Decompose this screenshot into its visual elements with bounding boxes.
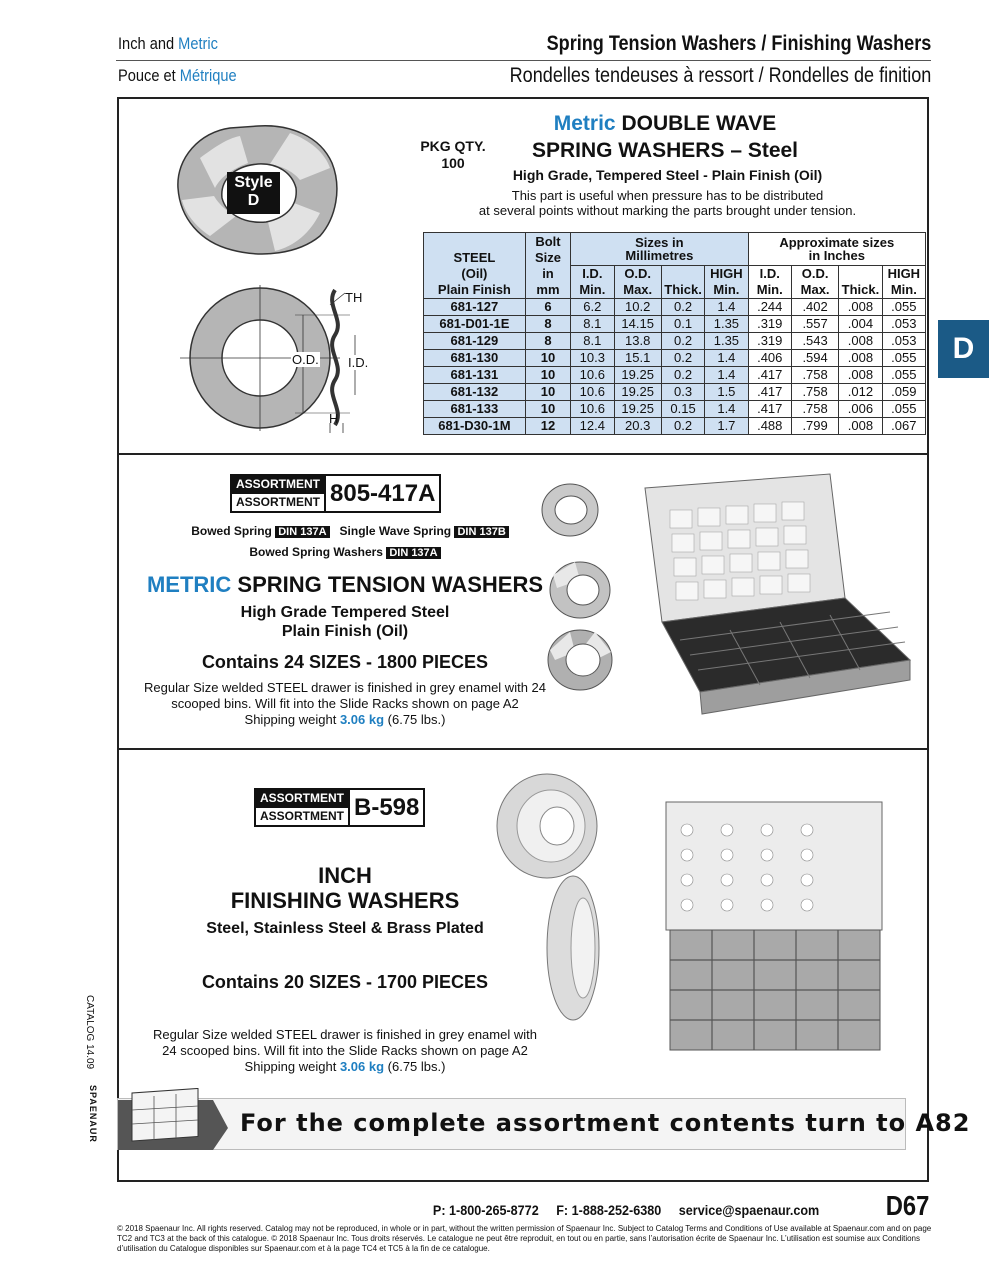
spec-cell: .055 [882, 298, 925, 315]
spec-cell: 19.25 [614, 383, 661, 400]
spec-cell: 15.1 [614, 349, 661, 366]
spec-cell: 1.4 [705, 400, 748, 417]
spec-cell: .799 [791, 417, 838, 434]
spec-cell: .008 [839, 366, 882, 383]
din-badge: DIN 137A [386, 547, 440, 559]
email-link[interactable]: service@spaenaur.com [678, 1202, 819, 1218]
min-header: Min. [705, 282, 748, 299]
bolt-header-3: in [525, 265, 570, 282]
spec-cell: 681-127 [424, 298, 526, 315]
spec-cell: .488 [748, 417, 791, 434]
metric-text: Metric [178, 34, 218, 53]
pkg-qty-label: PKG QTY. [420, 138, 486, 154]
sizes-inch-header: Approximate sizes in Inches [748, 233, 925, 266]
section2-description [130, 680, 560, 728]
high-header: HIGH [705, 265, 748, 282]
spec-cell: 14.15 [614, 315, 661, 332]
spec-cell: 681-132 [424, 383, 526, 400]
page-number: D67 [885, 1190, 929, 1221]
spec-cell: 10.6 [571, 383, 614, 400]
section3-contains: Contains 20 SIZES - 1700 PIECES [201, 972, 489, 992]
section3-title [190, 863, 500, 913]
header-cell [424, 233, 526, 250]
phone-number[interactable]: 1-800-265-8772 [448, 1202, 539, 1218]
assortment-label-en: ASSORTMENT [256, 790, 348, 807]
sizes-mm-header: Sizes in Millimetres [571, 233, 748, 266]
section2-title [125, 572, 565, 598]
catalog-version: CATALOG 14.09 [84, 995, 95, 1070]
spec-cell: .059 [882, 383, 925, 400]
h-label: H [329, 411, 339, 426]
spec-cell: 6 [525, 298, 570, 315]
spec-cell: 1.35 [705, 315, 748, 332]
desc-line2: 24 scooped bins. Will fit into the Slide Racks shown on page A2 [162, 1043, 528, 1058]
spec-cell: 1.4 [705, 298, 748, 315]
spec-row [424, 315, 926, 332]
title-rest: DOUBLE WAVE [615, 112, 777, 135]
legal-notice [117, 1224, 932, 1254]
spec-cell: 10 [525, 349, 570, 366]
id-label: I.D. [348, 355, 369, 370]
spec-cell: .417 [748, 400, 791, 417]
shipping-weight: Shipping weight 3.06 kg (6.75 lbs.) [244, 712, 446, 727]
spec-cell: .008 [839, 417, 882, 434]
spec-cell: .594 [791, 349, 838, 366]
spec-table-body [424, 298, 926, 434]
inch-and-text: Inch and [118, 34, 179, 53]
header-rule [116, 60, 931, 61]
spec-cell: 681-130 [424, 349, 526, 366]
din-badge: DIN 137B [454, 526, 508, 538]
pouce-et-text: Pouce et [118, 66, 180, 85]
bolt-header-4: mm [525, 282, 570, 299]
spec-row [424, 400, 926, 417]
max-header: Max. [614, 282, 661, 299]
spec-cell: 681-131 [424, 366, 526, 383]
page-title-english: Spring Tension Washers / Finishing Washers [546, 32, 931, 55]
spec-cell: 0.2 [661, 332, 704, 349]
bowed-spring-text: Bowed Spring [191, 524, 272, 538]
description-line1: This part is useful when pressure has to be distributed [511, 188, 824, 203]
spec-cell: .402 [791, 298, 838, 315]
contents-banner-text[interactable]: For the complete assortment contents turn to A82 [240, 1109, 971, 1137]
spec-cell: .008 [839, 349, 882, 366]
spec-row [424, 417, 926, 434]
bolt-header-2: Size [525, 249, 570, 265]
drawer-icon [118, 1088, 228, 1154]
assortment-drawer-photo [640, 470, 915, 738]
spec-cell: .055 [882, 400, 925, 417]
spec-cell: 8.1 [571, 332, 614, 349]
product-subtitle: High Grade, Tempered Steel - Plain Finish (Oil) [512, 167, 823, 183]
spec-cell: .053 [882, 315, 925, 332]
spec-cell: .758 [791, 400, 838, 417]
title-metric-word: Metric [553, 112, 616, 135]
spec-cell: 0.2 [661, 366, 704, 383]
spec-table [423, 232, 926, 435]
desc-line1: Regular Size welded STEEL drawer is finished in grey enamel with [153, 1027, 537, 1042]
title-line2: FINISHING WASHERS [230, 888, 460, 913]
min-header: Min. [748, 282, 791, 299]
spec-cell: .557 [791, 315, 838, 332]
spec-cell: 1.4 [705, 366, 748, 383]
spec-cell: 681-D30-1M [424, 417, 526, 434]
section-divider [117, 748, 929, 750]
header-left-english [118, 34, 218, 54]
spec-cell: 10.6 [571, 366, 614, 383]
spec-cell: 0.2 [661, 417, 704, 434]
spec-cell: .319 [748, 332, 791, 349]
product-title [500, 110, 830, 164]
section3-sub: Steel, Stainless Steel & Brass Plated [206, 920, 484, 937]
phone-label: P: [432, 1202, 446, 1218]
spec-cell: .758 [791, 383, 838, 400]
section2-sub1: High Grade Tempered Steel [240, 604, 450, 621]
spec-row [424, 332, 926, 349]
spring-washer-photos [535, 480, 625, 700]
spec-cell: 10 [525, 383, 570, 400]
high-in-header: HIGH [882, 265, 925, 282]
oil-header: (Oil) [424, 265, 526, 282]
spec-cell: .244 [748, 298, 791, 315]
spec-cell: 10 [525, 366, 570, 383]
spec-cell: .053 [882, 332, 925, 349]
description-line2: at several points without marking the parts brought under tension. [478, 203, 857, 218]
od-in-header: O.D. [791, 265, 838, 282]
metric-word: METRIC [146, 572, 232, 597]
assortment-badge [254, 788, 425, 827]
spec-cell: .055 [882, 349, 925, 366]
desc-line1: Regular Size welded STEEL drawer is finished in grey enamel with 24 [144, 680, 546, 695]
spec-cell: 0.3 [661, 383, 704, 400]
spec-cell: .758 [791, 366, 838, 383]
spec-cell: 10.6 [571, 400, 614, 417]
spec-cell: 1.35 [705, 332, 748, 349]
spec-cell: .319 [748, 315, 791, 332]
spec-cell: 681-133 [424, 400, 526, 417]
spec-cell: .055 [882, 366, 925, 383]
page-title-french: Rondelles tendeuses à ressort / Rondelles de finition [509, 64, 931, 87]
spec-cell: 12 [525, 417, 570, 434]
th-label: TH [345, 290, 363, 305]
spec-cell: 0.1 [661, 315, 704, 332]
max-header: Max. [791, 282, 838, 299]
section2-contains: Contains 24 SIZES - 1800 PIECES [201, 652, 489, 672]
title-rest: SPRING TENSION WASHERS [231, 572, 544, 597]
spring-types-line2 [150, 545, 540, 559]
od-header: O.D. [614, 265, 661, 282]
thick-header [661, 265, 704, 282]
product-description [455, 188, 880, 218]
spec-cell: 19.25 [614, 366, 661, 383]
shipping-weight: Shipping weight 3.06 kg (6.75 lbs.) [244, 1059, 446, 1074]
header-left-french [118, 66, 237, 86]
spec-cell: .543 [791, 332, 838, 349]
style-badge [227, 172, 280, 214]
fax-label: F: [555, 1202, 568, 1218]
style-badge-line2: D [247, 192, 260, 209]
bowed-washers-text: Bowed Spring Washers [249, 545, 383, 559]
legal-english: © 2018 Spaenaur Inc. All rights reserved. Catalog may not be reproduced, in whole or in part, without the written permission of Spaenaur Inc. Subject to Catalog Terms and Conditions of Use available at Spaenaur.com and on page TC2 and TC3 at the back of this catalogue. [117, 1224, 932, 1243]
assortment-label-en: ASSORTMENT [232, 476, 324, 493]
assortment-number[interactable]: 805-417A [324, 476, 439, 511]
spec-row [424, 298, 926, 315]
section2-sub2: Plain Finish (Oil) [281, 623, 409, 640]
bolt-header-1: Bolt [525, 233, 570, 250]
din-badge: DIN 137A [275, 526, 329, 538]
spec-cell: 10.2 [614, 298, 661, 315]
spec-cell: 8.1 [571, 315, 614, 332]
assortment-label-fr: ASSORTMENT [256, 807, 348, 825]
section-divider [117, 453, 929, 455]
spec-cell: 10.3 [571, 349, 614, 366]
spec-cell: 1.5 [705, 383, 748, 400]
spec-row [424, 366, 926, 383]
spec-cell: 12.4 [571, 417, 614, 434]
spec-cell: 8 [525, 315, 570, 332]
pkg-qty-value: 100 [441, 155, 465, 171]
spec-cell: .417 [748, 383, 791, 400]
spec-cell: .406 [748, 349, 791, 366]
spec-cell: 681-D01-1E [424, 315, 526, 332]
legal-french: © 2018 Spaenaur Inc. Tous droits réservés. Le catalogue ne peut être reproduit, en tout ou en partie, sans l’autorisation écrite de Spaenaur Inc. L’utilisation est soumise aux Conditions d’utilisation du Catalogue disponibles sur Spaenaur.com et à la page TC4 et TC5 à la fin de ce catalogue. [117, 1234, 920, 1253]
min-header: Min. [882, 282, 925, 299]
spec-cell: .067 [882, 417, 925, 434]
spec-cell: 20.3 [614, 417, 661, 434]
min-header: Min. [571, 282, 614, 299]
spec-cell: 6.2 [571, 298, 614, 315]
title-line1: INCH [318, 863, 372, 888]
id-header: I.D. [571, 265, 614, 282]
finishing-washer-photos [495, 768, 615, 1048]
spec-cell: 8 [525, 332, 570, 349]
spec-cell: 1.4 [705, 349, 748, 366]
od-label: O.D. [292, 352, 319, 367]
spec-row [424, 383, 926, 400]
spec-cell: 1.7 [705, 417, 748, 434]
spec-cell: .006 [839, 400, 882, 417]
spec-cell: 0.2 [661, 349, 704, 366]
spring-types-line1 [150, 524, 550, 538]
section-tab[interactable]: D [938, 320, 989, 378]
thick-label: Thick. [661, 282, 704, 299]
spec-row [424, 349, 926, 366]
single-wave-text: Single Wave Spring [339, 524, 452, 538]
spec-cell: .008 [839, 332, 882, 349]
steel-header: STEEL [424, 249, 526, 265]
thick-label: Thick. [839, 282, 882, 299]
spec-cell: 13.8 [614, 332, 661, 349]
assortment-badge [230, 474, 441, 513]
spec-cell: .004 [839, 315, 882, 332]
brand-logo: SPAENAUR [88, 1085, 98, 1143]
footer-contact [433, 1202, 819, 1218]
spec-cell: .417 [748, 366, 791, 383]
fax-number: 1-888-252-6380 [571, 1202, 662, 1218]
title-line2: SPRING WASHERS – Steel [531, 139, 799, 162]
spec-cell: 0.15 [661, 400, 704, 417]
spec-cell: .012 [839, 383, 882, 400]
thick-in-header [839, 265, 882, 282]
id-in-header: I.D. [748, 265, 791, 282]
assortment-number[interactable]: B-598 [348, 790, 423, 825]
finishing-drawer-photo [662, 800, 887, 1062]
spec-cell: 681-129 [424, 332, 526, 349]
spec-cell: 10 [525, 400, 570, 417]
desc-line2: scooped bins. Will fit into the Slide Racks shown on page A2 [171, 696, 519, 711]
spec-cell: 0.2 [661, 298, 704, 315]
plain-finish-header: Plain Finish [424, 282, 526, 299]
style-badge-line1: Style [234, 174, 273, 191]
spec-cell: .008 [839, 298, 882, 315]
metrique-text: Métrique [179, 66, 237, 85]
spec-cell: 19.25 [614, 400, 661, 417]
assortment-label-fr: ASSORTMENT [232, 493, 324, 511]
